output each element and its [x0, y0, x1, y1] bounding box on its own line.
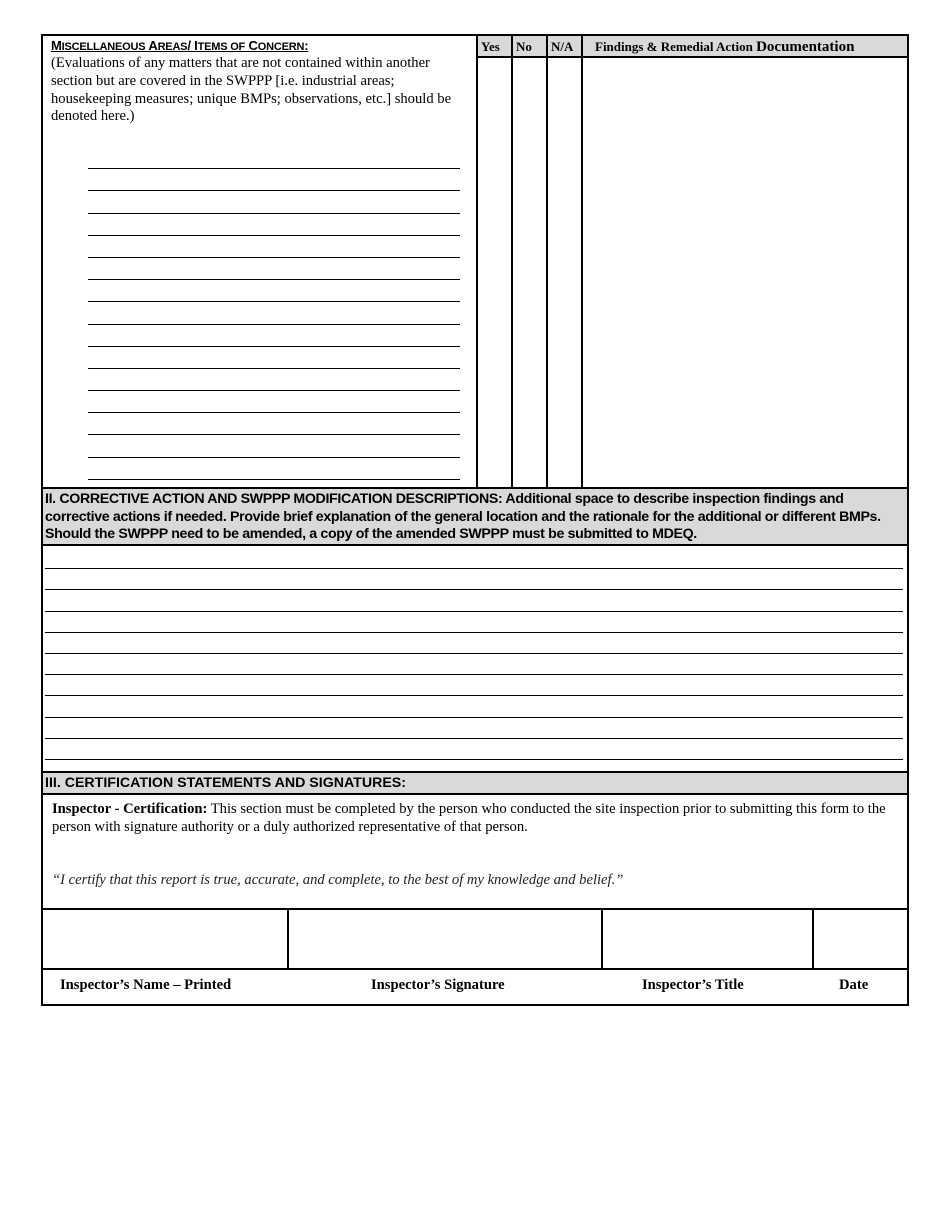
blank-line[interactable] — [88, 458, 460, 480]
blank-line[interactable] — [88, 391, 460, 413]
blank-line[interactable] — [88, 191, 460, 213]
blank-line[interactable] — [88, 280, 460, 302]
blank-line[interactable] — [88, 236, 460, 258]
blank-line[interactable] — [88, 258, 460, 280]
title-field[interactable] — [601, 910, 812, 970]
na-column[interactable] — [546, 36, 581, 487]
yes-column[interactable] — [476, 36, 511, 487]
section2-fill-lines — [45, 548, 903, 770]
date-label: Date — [839, 977, 869, 993]
blank-line[interactable] — [45, 654, 903, 675]
blank-line[interactable] — [88, 347, 460, 369]
signature-labels — [43, 970, 907, 1006]
misc-description: (Evaluations of any matters that are not contained within another section but are covered in the SWPPP [i.e. industrial areas; housekeeping measures; unique BMPs; observations, etc.] should be denoted here.) — [51, 55, 452, 125]
blank-line[interactable] — [88, 169, 460, 191]
blank-line[interactable] — [88, 369, 460, 391]
name-label: Inspector’s Name – Printed — [60, 977, 232, 993]
na-header: N/A — [548, 36, 581, 58]
blank-line[interactable] — [45, 612, 903, 633]
date-field[interactable] — [812, 910, 907, 970]
signature-row — [43, 908, 907, 970]
certification-quote: “I certify that this report is true, accurate, and complete, to the best of my knowledge and belief.” — [52, 872, 624, 888]
blank-line[interactable] — [45, 718, 903, 739]
name-field[interactable] — [43, 910, 287, 970]
blank-line[interactable] — [88, 435, 460, 457]
blank-line[interactable] — [45, 569, 903, 590]
misc-fill-lines — [88, 147, 460, 480]
section3-heading: III. CERTIFICATION STATEMENTS AND SIGNATURES: — [43, 771, 907, 795]
blank-line[interactable] — [45, 675, 903, 696]
section2-heading: II. CORRECTIVE ACTION AND SWPPP MODIFICATION DESCRIPTIONS: Additional space to describe inspection findings and corrective actions if needed. Provide brief explanation of the general location and the rationale for the additional or different BMPs. Should the SWPPP need to be amended, a copy of the amended SWPPP must be submitted to MDEQ. — [43, 489, 907, 546]
blank-line[interactable] — [45, 548, 903, 569]
blank-line[interactable] — [88, 413, 460, 435]
blank-line[interactable] — [45, 590, 903, 611]
blank-line[interactable] — [88, 214, 460, 236]
blank-line[interactable] — [45, 696, 903, 717]
misc-title: MISCELLANEOUS AREAS/ ITEMS OF CONCERN: — [51, 38, 309, 53]
findings-column[interactable] — [581, 36, 907, 487]
yes-header: Yes — [478, 36, 511, 58]
signature-label: Inspector’s Signature — [371, 977, 505, 993]
no-header: No — [513, 36, 546, 58]
title-label: Inspector’s Title — [642, 977, 744, 993]
no-column[interactable] — [511, 36, 546, 487]
signature-field[interactable] — [287, 910, 601, 970]
findings-header: Findings & Remedial Action Documentation — [583, 36, 907, 58]
blank-line[interactable] — [88, 325, 460, 347]
misc-left-panel — [43, 36, 476, 487]
inspection-form — [41, 34, 909, 1006]
certification-text: Inspector - Certification: This section must be completed by the person who conducted the site inspection prior to submitting this form to the person with signature authority or a duly authorized representative of that person. — [52, 801, 886, 836]
blank-line[interactable] — [45, 633, 903, 654]
certification-label: Inspector - Certification: — [52, 801, 208, 817]
blank-line[interactable] — [88, 147, 460, 169]
blank-line[interactable] — [88, 302, 460, 324]
blank-line[interactable] — [45, 739, 903, 760]
misc-section — [43, 36, 907, 489]
